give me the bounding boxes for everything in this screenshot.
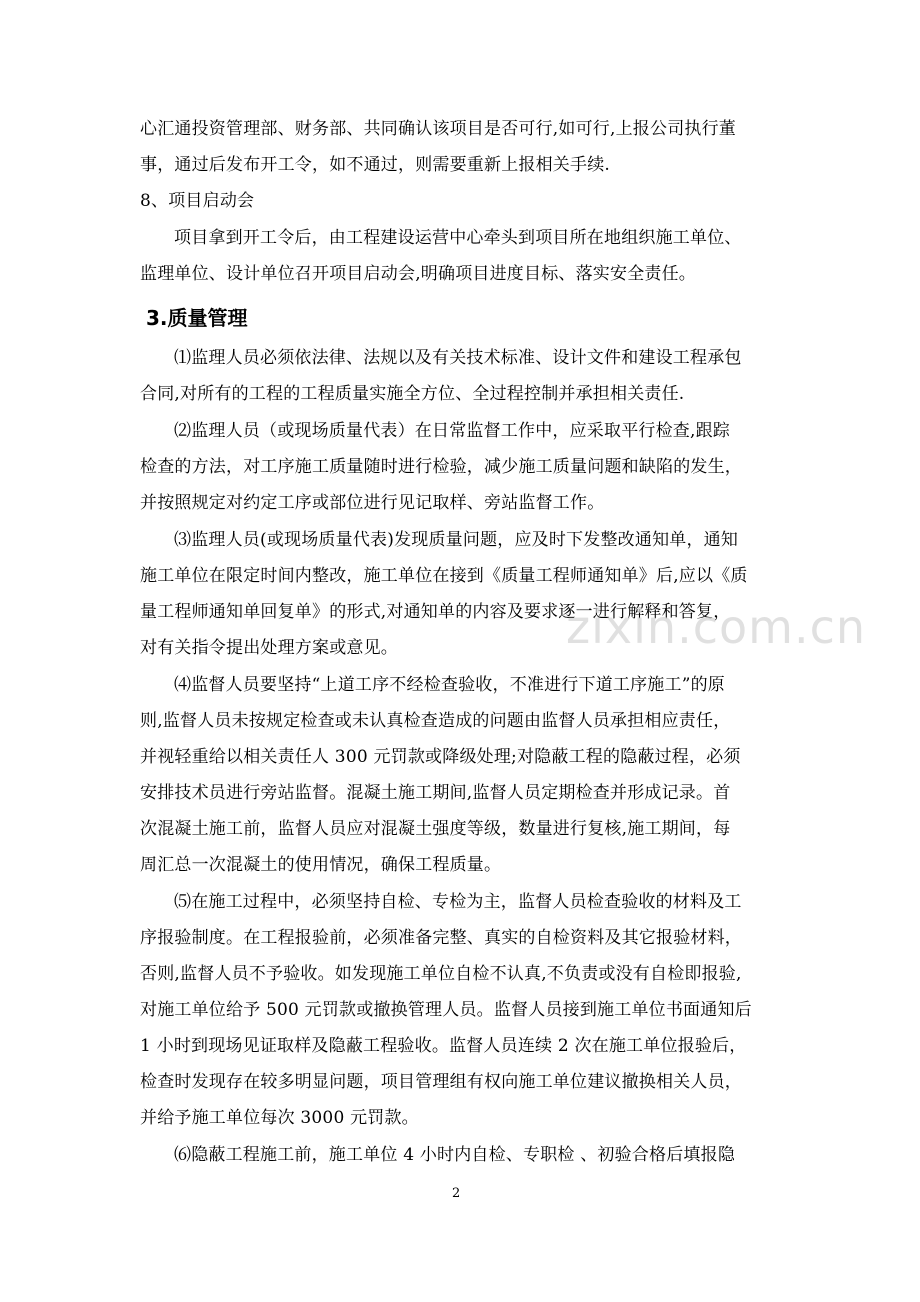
- paragraph2-line-3: 并按照规定对约定工序或部位进行见记取样、旁站监督工作。: [140, 493, 605, 513]
- paragraph4-line-4: 安排技术员进行旁站监督。混凝土施工期间,监督人员定期检查并形成记录。首: [140, 783, 731, 803]
- step8-title: 8、项目启动会: [140, 191, 255, 211]
- paragraph3-line-1: ⑶监理人员(或现场质量代表)发现质量问题，应及时下发整改通知单，通知: [174, 530, 739, 550]
- paragraph5-line-6: 检查时发现存在较多明显问题，项目管理组有权向施工单位建议撤换相关人员，: [140, 1072, 742, 1092]
- paragraph1-line-2: 合同,对所有的工程的工程质量实施全方位、全过程控制并承担相关责任.: [140, 384, 685, 404]
- intro-line-2: 事，通过后发布开工令，如不通过，则需要重新上报相关手续.: [140, 155, 611, 175]
- step8-line-2: 监理单位、设计单位召开项目启动会,明确项目进度目标、落实安全责任。: [140, 264, 697, 284]
- section-heading: 3.质量管理: [146, 306, 248, 330]
- paragraph4-line-1: ⑷监督人员要坚持“上道工序不经检查验收，不准进行下道工序施工”的原: [174, 675, 725, 695]
- paragraph2-line-1: ⑵监理人员（或现场质量代表）在日常监督工作中，应采取平行检查,跟踪: [174, 421, 731, 441]
- paragraph4-line-3: 并视轻重给以相关责任人 300 元罚款或降级处理;对隐蔽工程的隐蔽过程，必须: [140, 747, 741, 767]
- paragraph6-line-1: ⑹隐蔽工程施工前，施工单位 4 小时内自检、专职检 、初验合格后填报隐: [174, 1145, 736, 1165]
- intro-line-1: 心汇通投资管理部、财务部、共同确认该项目是否可行,如可行,上报公司执行董: [140, 119, 737, 139]
- paragraph3-line-2: 施工单位在限定时间内整改，施工单位在接到《质量工程师通知单》后,应以《质: [140, 566, 748, 586]
- paragraph5-line-1: ⑸在施工过程中，必须坚持自检、专检为主，监督人员检查验收的材料及工: [174, 892, 742, 912]
- paragraph4-line-2: 则,监督人员未按规定检查或未认真检查造成的问题由监督人员承担相应责任，: [140, 711, 731, 731]
- step8-line-1: 项目拿到开工令后，由工程建设运营中心牵头到项目所在地组织施工单位、: [174, 228, 742, 248]
- watermark: zixin.com.cn: [566, 600, 867, 654]
- paragraph3-line-4: 对有关指令提出处理方案或意见。: [140, 638, 398, 658]
- paragraph5-line-7: 并给予施工单位每次 3000 元罚款。: [140, 1108, 419, 1128]
- paragraph3-line-3: 量工程师通知单回复单》的形式,对通知单的内容及要求逐一进行解释和答复，: [140, 602, 731, 622]
- paragraph2-line-2: 检查的方法，对工序施工质量随时进行检验，减少施工质量问题和缺陷的发生，: [140, 457, 742, 477]
- paragraph5-line-2: 序报验制度。在工程报验前，必须准备完整、真实的自检资料及其它报验材料，: [140, 928, 742, 948]
- paragraph1-line-1: ⑴监理人员必须依法律、法规以及有关技术标准、设计文件和建设工程承包: [174, 348, 742, 368]
- paragraph4-line-6: 周汇总一次混凝土的使用情况，确保工程质量。: [140, 855, 502, 875]
- paragraph5-line-5: 1 小时到现场见证取样及隐蔽工程验收。监督人员连续 2 次在施工单位报验后，: [140, 1036, 747, 1056]
- paragraph4-line-5: 次混凝土施工前，监督人员应对混凝土强度等级，数量进行复核,施工期间，每: [140, 819, 731, 839]
- paragraph5-line-3: 否则,监督人员不予验收。如发现施工单位自检不认真,不负责或没有自检即报验,: [140, 964, 742, 984]
- paragraph5-line-4: 对施工单位给予 500 元罚款或撤换管理人员。监督人员接到施工单位书面通知后: [140, 1000, 752, 1020]
- page-number: 2: [452, 1186, 461, 1201]
